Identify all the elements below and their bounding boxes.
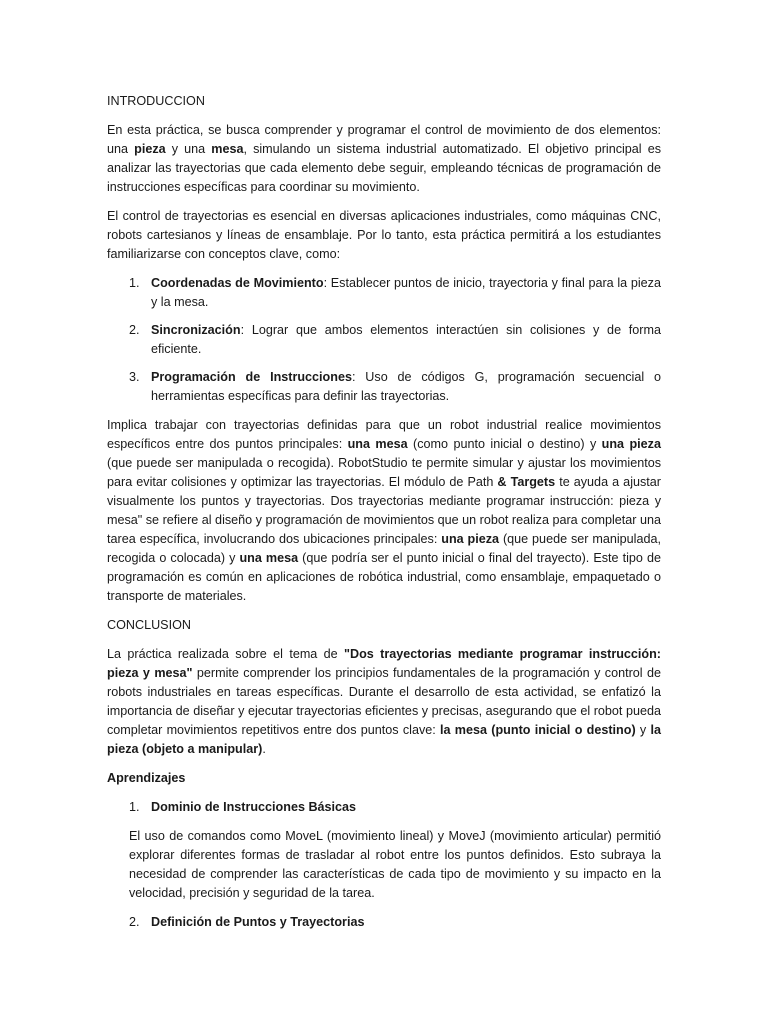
intro-paragraph-1: En esta práctica, se busca comprender y programar el control de movimiento de dos elementos: una pieza y una mesa, simulando un sistema industrial automatizado. El objetivo principal es analizar las trayectorias que cada elemento debe seguir, empleando técnicas de programación de instrucciones específicas para coordinar su movimiento.	[107, 123, 662, 194]
learning-item-title: 2. Definición de Puntos y Trayectorias	[129, 915, 365, 929]
conclusion-heading: CONCLUSION	[107, 618, 191, 632]
list-item: 3. Programación de Instrucciones: Uso de códigos G, programación secuencial o herramientas específicas para definir las trayectorias.	[129, 370, 661, 403]
list-item: 1. Coordenadas de Movimiento: Establecer puntos de inicio, trayectoria y final para la pieza y la mesa.	[129, 276, 661, 309]
intro-heading: INTRODUCCION	[107, 94, 205, 108]
intro-paragraph-2: El control de trayectorias es esencial en diversas aplicaciones industriales, como máquinas CNC, robots cartesianos y líneas de ensamblaje. Por lo tanto, esta práctica permitirá a los estudiantes familiarizarse con conceptos clave, como:	[107, 209, 661, 261]
conclusion-paragraph: La práctica realizada sobre el tema de "Dos trayectorias mediante programar instrucción: pieza y mesa" permite comprender los principios fundamentales de la programación y control de robots industriales en tareas específicas. Durante el desarrollo de esta actividad, se enfatizó la importancia de diseñar y ejecutar trayectorias eficientes y precisas, asegurando que el robot pueda completar movimientos repetitivos entre dos puntos clave: la mesa (punto inicial o destino) y la pieza (objeto a manipular).	[107, 647, 662, 756]
intro-paragraph-3: Implica trabajar con trayectorias definidas para que un robot industrial realice movimientos específicos entre dos puntos principales: una mesa (como punto inicial o destino) y una pieza (que puede ser manipulada o recogida). RobotStudio te permite simular y ajustar los movimientos para evitar colisiones y optimizar las trayectorias. El módulo de Path & Targets te ayuda a ajustar visualmente los puntos y trayectorias. Dos trayectorias mediante programar instrucción: pieza y mesa" se refiere al diseño y programación de movimientos que un robot realiza para completar una tarea específica, involucrando dos ubicaciones principales: una pieza (que puede ser manipulada, recogida o colocada) y una mesa (que podría ser el punto inicial o final del trayecto). Este tipo de programación es común en aplicaciones de robótica industrial, como ensamblaje, empaquetado o transporte de materiales.	[107, 418, 661, 603]
list-item: 2. Sincronización: Lograr que ambos elementos interactúen sin colisiones y de forma eficiente.	[129, 323, 661, 356]
learning-item-text: El uso de comandos como MoveL (movimiento lineal) y MoveJ (movimiento articular) permitió explorar diferentes formas de trasladar al robot entre los puntos definidos. Esto subraya la necesidad de comprender las características de cada tipo de movimiento y su impacto en la velocidad, precisión y seguridad de la tarea.	[129, 829, 661, 900]
learnings-heading: Aprendizajes	[107, 771, 186, 785]
concepts-list	[107, 274, 661, 406]
learning-item-title: 1. Dominio de Instrucciones Básicas	[129, 800, 357, 814]
